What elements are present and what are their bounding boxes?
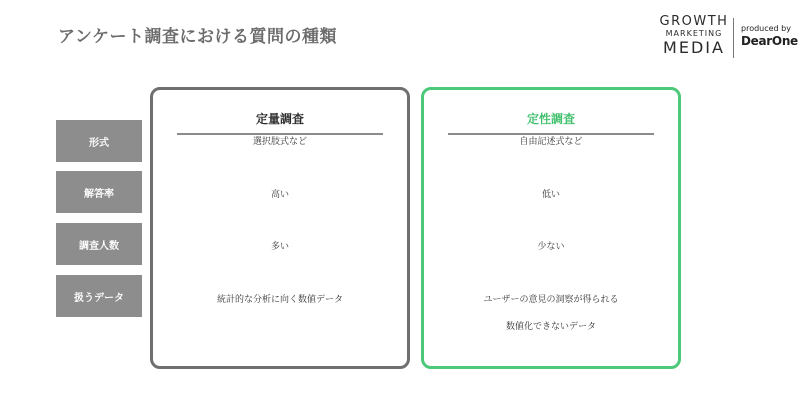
qualitative-title: 定性調査 — [448, 110, 654, 135]
brand-line-marketing: MARKETING — [665, 29, 723, 38]
quantitative-format: 選択肢式など — [252, 137, 307, 147]
qualitative-format: 自由記述式など — [519, 137, 583, 147]
quantitative-response-rate: 高い — [270, 190, 289, 200]
quantitative-panel — [150, 87, 410, 369]
row-label-sample-size: 調査人数 — [56, 223, 142, 265]
quantitative-data-type: 統計的な分析に向く数値データ — [216, 295, 343, 305]
produced-by-text: produced by — [741, 24, 791, 33]
brand-logo — [654, 14, 734, 57]
producer-name: DearOne — [741, 34, 798, 48]
brand-divider — [733, 18, 734, 58]
qualitative-data-type-line1: ユーザーの意見の洞察が得られる — [483, 295, 619, 305]
qualitative-data-type-line2: 数値化できないデータ — [505, 322, 596, 332]
row-label-response-rate: 解答率 — [56, 171, 142, 213]
page-title: アンケート調査における質問の種類 — [58, 27, 337, 47]
qualitative-sample-size: 少ない — [537, 242, 565, 252]
brand-line-growth: GROWTH — [659, 14, 729, 29]
quantitative-sample-size: 多い — [270, 242, 289, 252]
row-label-format: 形式 — [56, 120, 142, 162]
quantitative-title: 定量調査 — [177, 110, 383, 135]
qualitative-panel — [421, 87, 681, 369]
brand-line-media: MEDIA — [663, 38, 725, 57]
producer-logo — [741, 24, 798, 48]
row-label-data-type: 扱うデータ — [56, 275, 142, 317]
qualitative-response-rate: 低い — [541, 190, 560, 200]
